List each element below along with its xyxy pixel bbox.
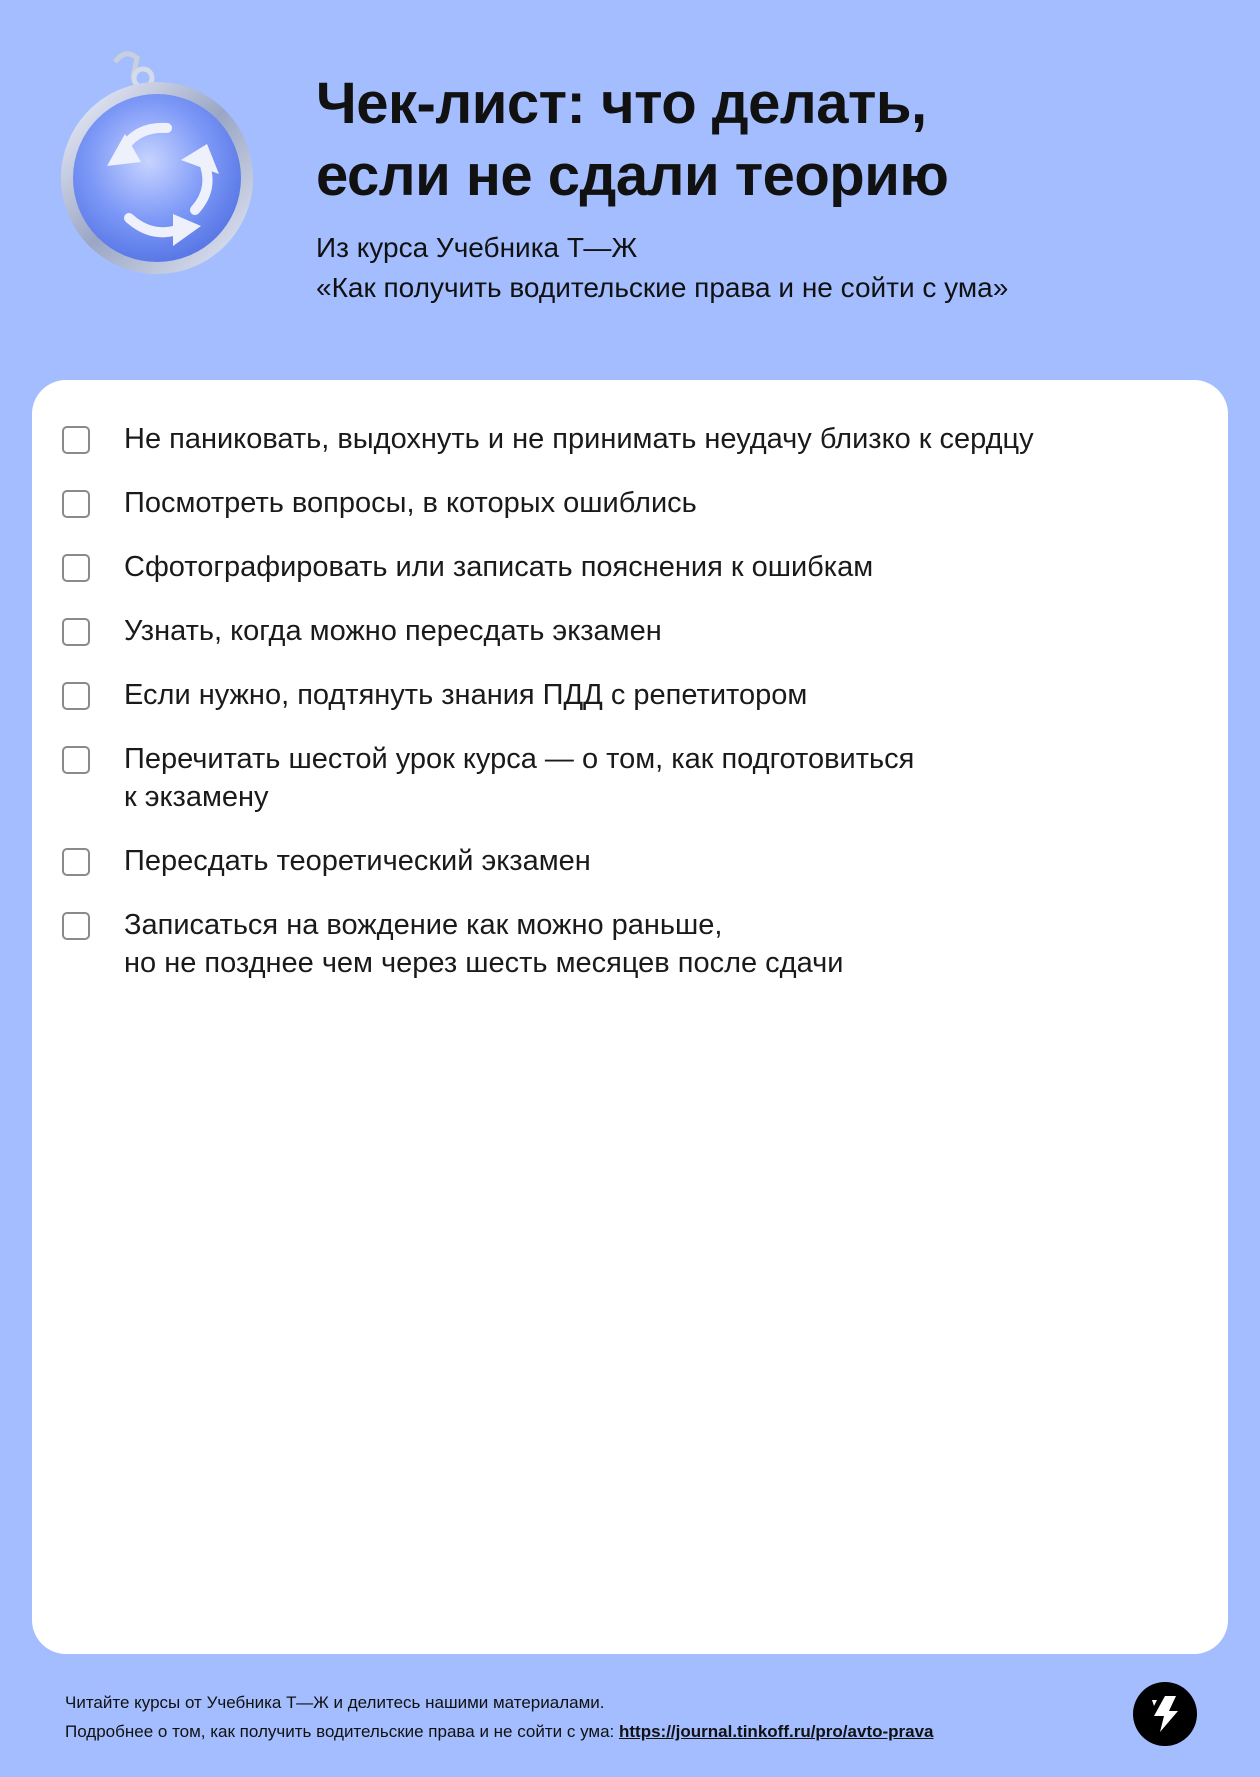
header xyxy=(0,0,1260,380)
checkbox[interactable] xyxy=(62,912,90,940)
checklist-item-text xyxy=(124,842,591,880)
checklist-item-line: Пересдать теоретический экзамен xyxy=(124,845,591,877)
subtitle-line: Из курса Учебника Т—Ж xyxy=(316,232,638,263)
checklist xyxy=(62,420,1202,1008)
checkbox[interactable] xyxy=(62,682,90,710)
checklist-item-line: Сфотографировать или записать пояснения к ошибкам xyxy=(124,551,874,583)
checklist-item-text xyxy=(124,612,662,650)
page-title xyxy=(316,68,1216,212)
checkbox[interactable] xyxy=(62,554,90,582)
lightning-icon xyxy=(1148,1694,1182,1734)
checklist-item-text xyxy=(124,548,873,586)
checklist-item-line: Посмотреть вопросы, в которых ошиблись xyxy=(124,487,697,519)
checkbox[interactable] xyxy=(62,618,90,646)
subtitle-line: «Как получить водительские права и не сойти с ума» xyxy=(316,272,1009,303)
checkbox[interactable] xyxy=(62,848,90,876)
checklist-item-line: к экзамену xyxy=(124,781,269,813)
footer xyxy=(65,1688,1085,1746)
checkbox[interactable] xyxy=(62,490,90,518)
checkbox[interactable] xyxy=(62,426,90,454)
checklist-item-line: Узнать, когда можно пересдать экзамен xyxy=(124,615,662,647)
checklist-item-text xyxy=(124,676,807,714)
checklist-item-line: но не позднее чем через шесть месяцев после сдачи xyxy=(124,947,844,979)
recycle-medal-icon xyxy=(55,48,265,278)
checklist-item xyxy=(62,420,1202,458)
checklist-item-line: Записаться на вождение как можно раньше, xyxy=(124,909,723,941)
checklist-item-line: Перечитать шестой урок курса — о том, как подготовиться xyxy=(124,743,915,775)
course-link[interactable]: https://journal.tinkoff.ru/pro/avto-prava xyxy=(619,1722,934,1741)
footer-line: Читайте курсы от Учебника Т—Ж и делитесь нашими материалами. xyxy=(65,1693,605,1712)
checklist-item-line: Не паниковать, выдохнуть и не принимать неудачу близко к сердцу xyxy=(124,423,1034,455)
title-line: Чек-лист: что делать, xyxy=(316,71,927,136)
checklist-card xyxy=(32,380,1228,1654)
checklist-item xyxy=(62,740,1202,816)
checkbox[interactable] xyxy=(62,746,90,774)
checklist-item-text xyxy=(124,420,1034,458)
checklist-item xyxy=(62,484,1202,522)
checklist-item-text xyxy=(124,906,843,982)
checklist-item xyxy=(62,906,1202,982)
lightning-logo-icon xyxy=(1133,1682,1197,1746)
footer-text: Подробнее о том, как получить водительские права и не сойти с ума: xyxy=(65,1722,619,1741)
title-line: если не сдали теорию xyxy=(316,143,949,208)
checklist-item xyxy=(62,612,1202,650)
footer-line xyxy=(65,1717,1085,1746)
checklist-item xyxy=(62,842,1202,880)
checklist-item xyxy=(62,676,1202,714)
checklist-item-line: Если нужно, подтянуть знания ПДД с репетитором xyxy=(124,679,808,711)
checklist-item-text xyxy=(124,740,914,816)
page-subtitle xyxy=(316,228,1216,308)
checklist-item-text xyxy=(124,484,697,522)
checklist-item xyxy=(62,548,1202,586)
